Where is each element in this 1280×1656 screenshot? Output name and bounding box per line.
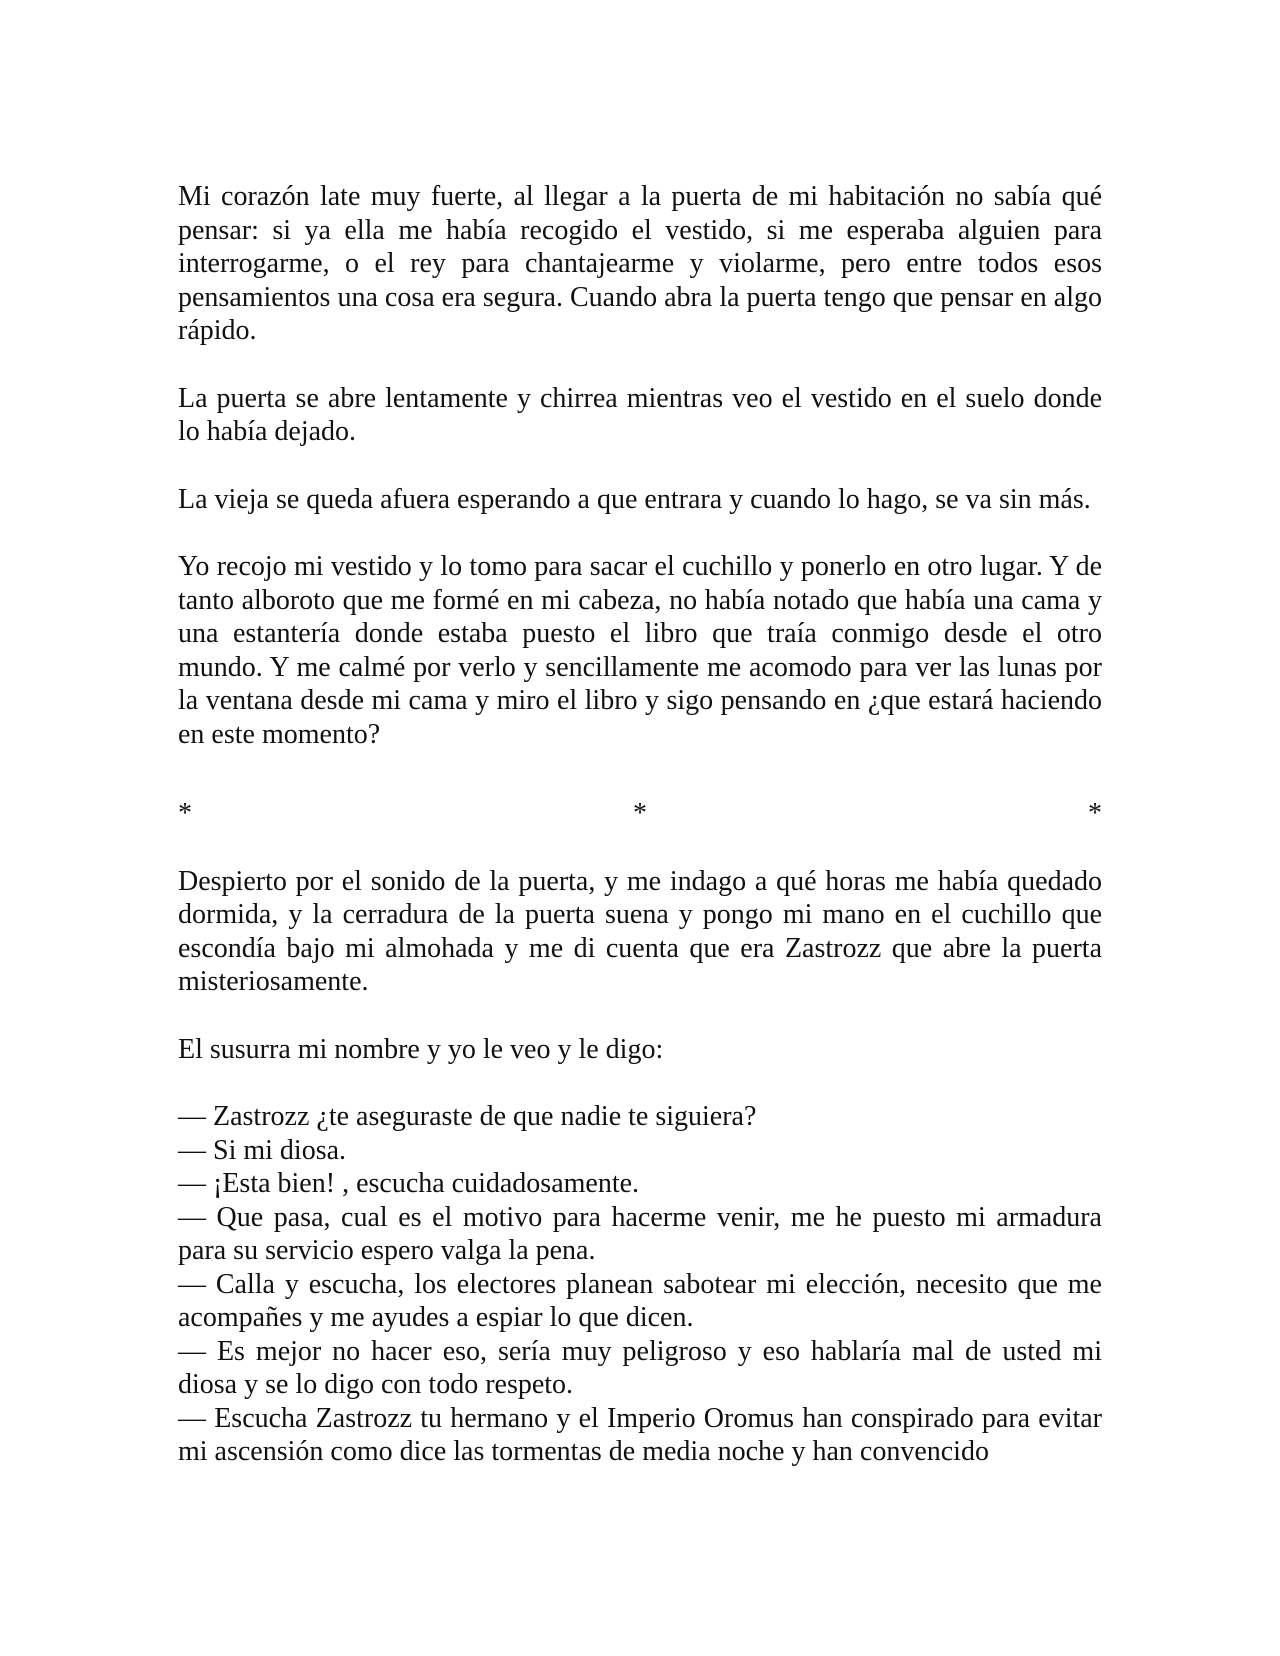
document-page (178, 180, 1102, 1469)
asterisk: * (633, 798, 647, 829)
dialogue-line: — Si mi diosa. (178, 1134, 347, 1166)
asterisk: * (178, 798, 192, 829)
paragraph: La puerta se abre lentamente y chirrea mientras veo el vestido en el suelo donde lo había dejado. (178, 382, 1102, 447)
paragraph: El susurra mi nombre y yo le veo y le digo: (178, 1033, 664, 1065)
asterisk: * (1088, 798, 1102, 829)
paragraph: La vieja se queda afuera esperando a que entrara y cuando lo hago, se va sin más. (178, 483, 1091, 515)
section-separator (178, 785, 1102, 831)
paragraph: Mi corazón late muy fuerte, al llegar a la puerta de mi habitación no sabía qué pensar: si ya ella me había recogido el vestido, si me esperaba alguien para interrogarme, o el rey para chantajearme y violarme, pero entre todos esos pensamientos una cosa era segura. Cuando abra la puerta tengo que pensar en algo rápido. (178, 181, 1102, 346)
dialogue-line: — Que pasa, cual es el motivo para hacerme venir, me he puesto mi armadura para su servicio espero valga la pena. (178, 1201, 1102, 1266)
paragraph: Despierto por el sonido de la puerta, y me indago a qué horas me había quedado dormida, y la cerradura de la puerta suena y pongo mi mano en el cuchillo que escondía bajo mi almohada y me di cuenta que era Zastrozz que abre la puerta misteriosamente. (178, 865, 1102, 997)
paragraph: Yo recojo mi vestido y lo tomo para sacar el cuchillo y ponerlo en otro lugar. Y de tanto alboroto que me formé en mi cabeza, no había notado que había una cama y una estantería donde estaba puesto el libro que traía conmigo desde el otro mundo. Y me calmé por verlo y sencillamente me acomodo para ver las lunas por la ventana desde mi cama y miro el libro y sigo pensando en ¿que estará haciendo en este momento? (178, 551, 1102, 750)
dialogue-line: — Escucha Zastrozz tu hermano y el Imperio Oromus han conspirado para evitar mi ascensión como dice las tormentas de media noche y han convencido (178, 1402, 1102, 1467)
dialogue-line: — Calla y escucha, los electores planean sabotear mi elección, necesito que me acompañes y me ayudes a espiar lo que dicen. (178, 1268, 1102, 1333)
dialogue-line: — Zastrozz ¿te aseguraste de que nadie te siguiera? (178, 1101, 757, 1132)
dialogue-line: — ¡Esta bien! , escucha cuidadosamente. (178, 1168, 640, 1199)
dialogue-block (178, 1100, 1102, 1469)
dialogue-line: — Es mejor no hacer eso, sería muy peligroso y eso hablaría mal de usted mi diosa y se lo digo con todo respeto. (178, 1335, 1102, 1400)
